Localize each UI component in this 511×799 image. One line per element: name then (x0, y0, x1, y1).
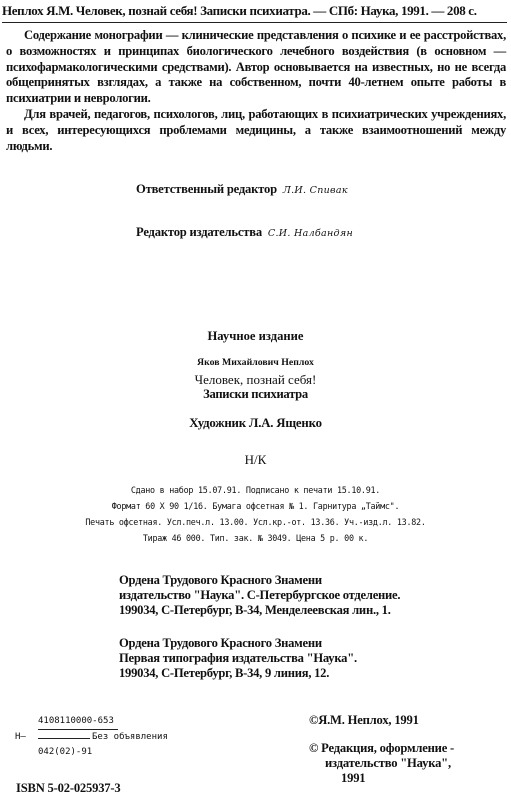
dash-line (38, 738, 90, 739)
annotation (6, 28, 506, 154)
print-info-line: Тираж 46 000. Тип. зак. № 3049. Цена 5 р. 00 к. (142, 533, 369, 543)
design-copyright-line: издательство "Наука", (325, 756, 451, 770)
printer-line: Первая типография издательства "Наука". (119, 651, 357, 665)
printer-line: 199034, С-Петербург, В-34, 9 линия, 12. (119, 666, 330, 680)
author-full-name: Яков Михайлович Неплох (197, 357, 314, 368)
hk-mark: Н/К (244, 452, 267, 467)
book-code: 4108110000-653 (38, 716, 114, 726)
index-prefix: Н— (15, 732, 26, 742)
responsible-editor-label: Ответственный редактор (136, 182, 277, 196)
artist-credit: Художник Л.А. Ященко (189, 416, 322, 430)
annotation-paragraph-1: Содержание монографии — клинические представления о психике и ее расстройствах, о возможностях и принципах биологического лечебного воздействия (в основном — психофармакологическими средствами). Автор основывается на известных, но не всегда общепринятых взглядах, а также на собственном, почти 40-летнем опыте работы в психиатрии и неврологии. (6, 28, 506, 106)
publishing-editor (136, 225, 353, 240)
author-copyright: ©Я.М. Неплох, 1991 (309, 713, 419, 727)
fraction-line (38, 729, 118, 730)
responsible-editor (136, 182, 348, 197)
print-info-line: Печать офсетная. Усл.печ.л. 13.00. Усл.кр.-от. 13.36. Уч.-изд.л. 13.82. (85, 517, 426, 527)
order-code: 042(02)-91 (38, 747, 93, 757)
annotation-paragraph-2: Для врачей, педагогов, психологов, лиц, работающих в психиатрических учреждениях, и всех, интересующихся проблемами медицины, а также взаимоотношений между людьми. (6, 106, 506, 153)
design-copyright-line: © Редакция, оформление - (309, 741, 455, 755)
isbn: ISBN 5-02-025937-3 (16, 781, 121, 795)
print-info-line: Сдано в набор 15.07.91. Подписано к печати 15.10.91. (130, 485, 381, 495)
responsible-editor-name: Л.И. Спивак (282, 185, 348, 196)
publishing-editor-label: Редактор издательства (136, 225, 262, 239)
printer-line: Ордена Трудового Красного Знамени (119, 636, 322, 650)
book-title: Человек, познай себя! (194, 372, 317, 387)
book-subtitle: Записки психиатра (203, 387, 308, 401)
edition-type: Научное издание (207, 329, 304, 343)
print-info-line: Формат 60 X 90 1/16. Бумага офсетная № 1. Гарнитура „Таймс". (111, 501, 400, 511)
bibliographic-header: Неплох Я.М. Человек, познай себя! Записки психиатра. — СПб: Наука, 1991. — 208 с. (2, 3, 477, 18)
no-announcement: Без объявления (92, 732, 168, 742)
publisher-line: 199034, С-Петербург, В-34, Менделеевская лин., 1. (119, 603, 391, 617)
design-copyright-line: 1991 (341, 771, 366, 785)
publisher-line: Ордена Трудового Красного Знамени (119, 573, 322, 587)
publishing-editor-name: С.И. Налбандян (267, 228, 354, 239)
publisher-line: издательство "Наука". С-Петербургское отделение. (119, 588, 401, 602)
header-divider (2, 22, 507, 23)
